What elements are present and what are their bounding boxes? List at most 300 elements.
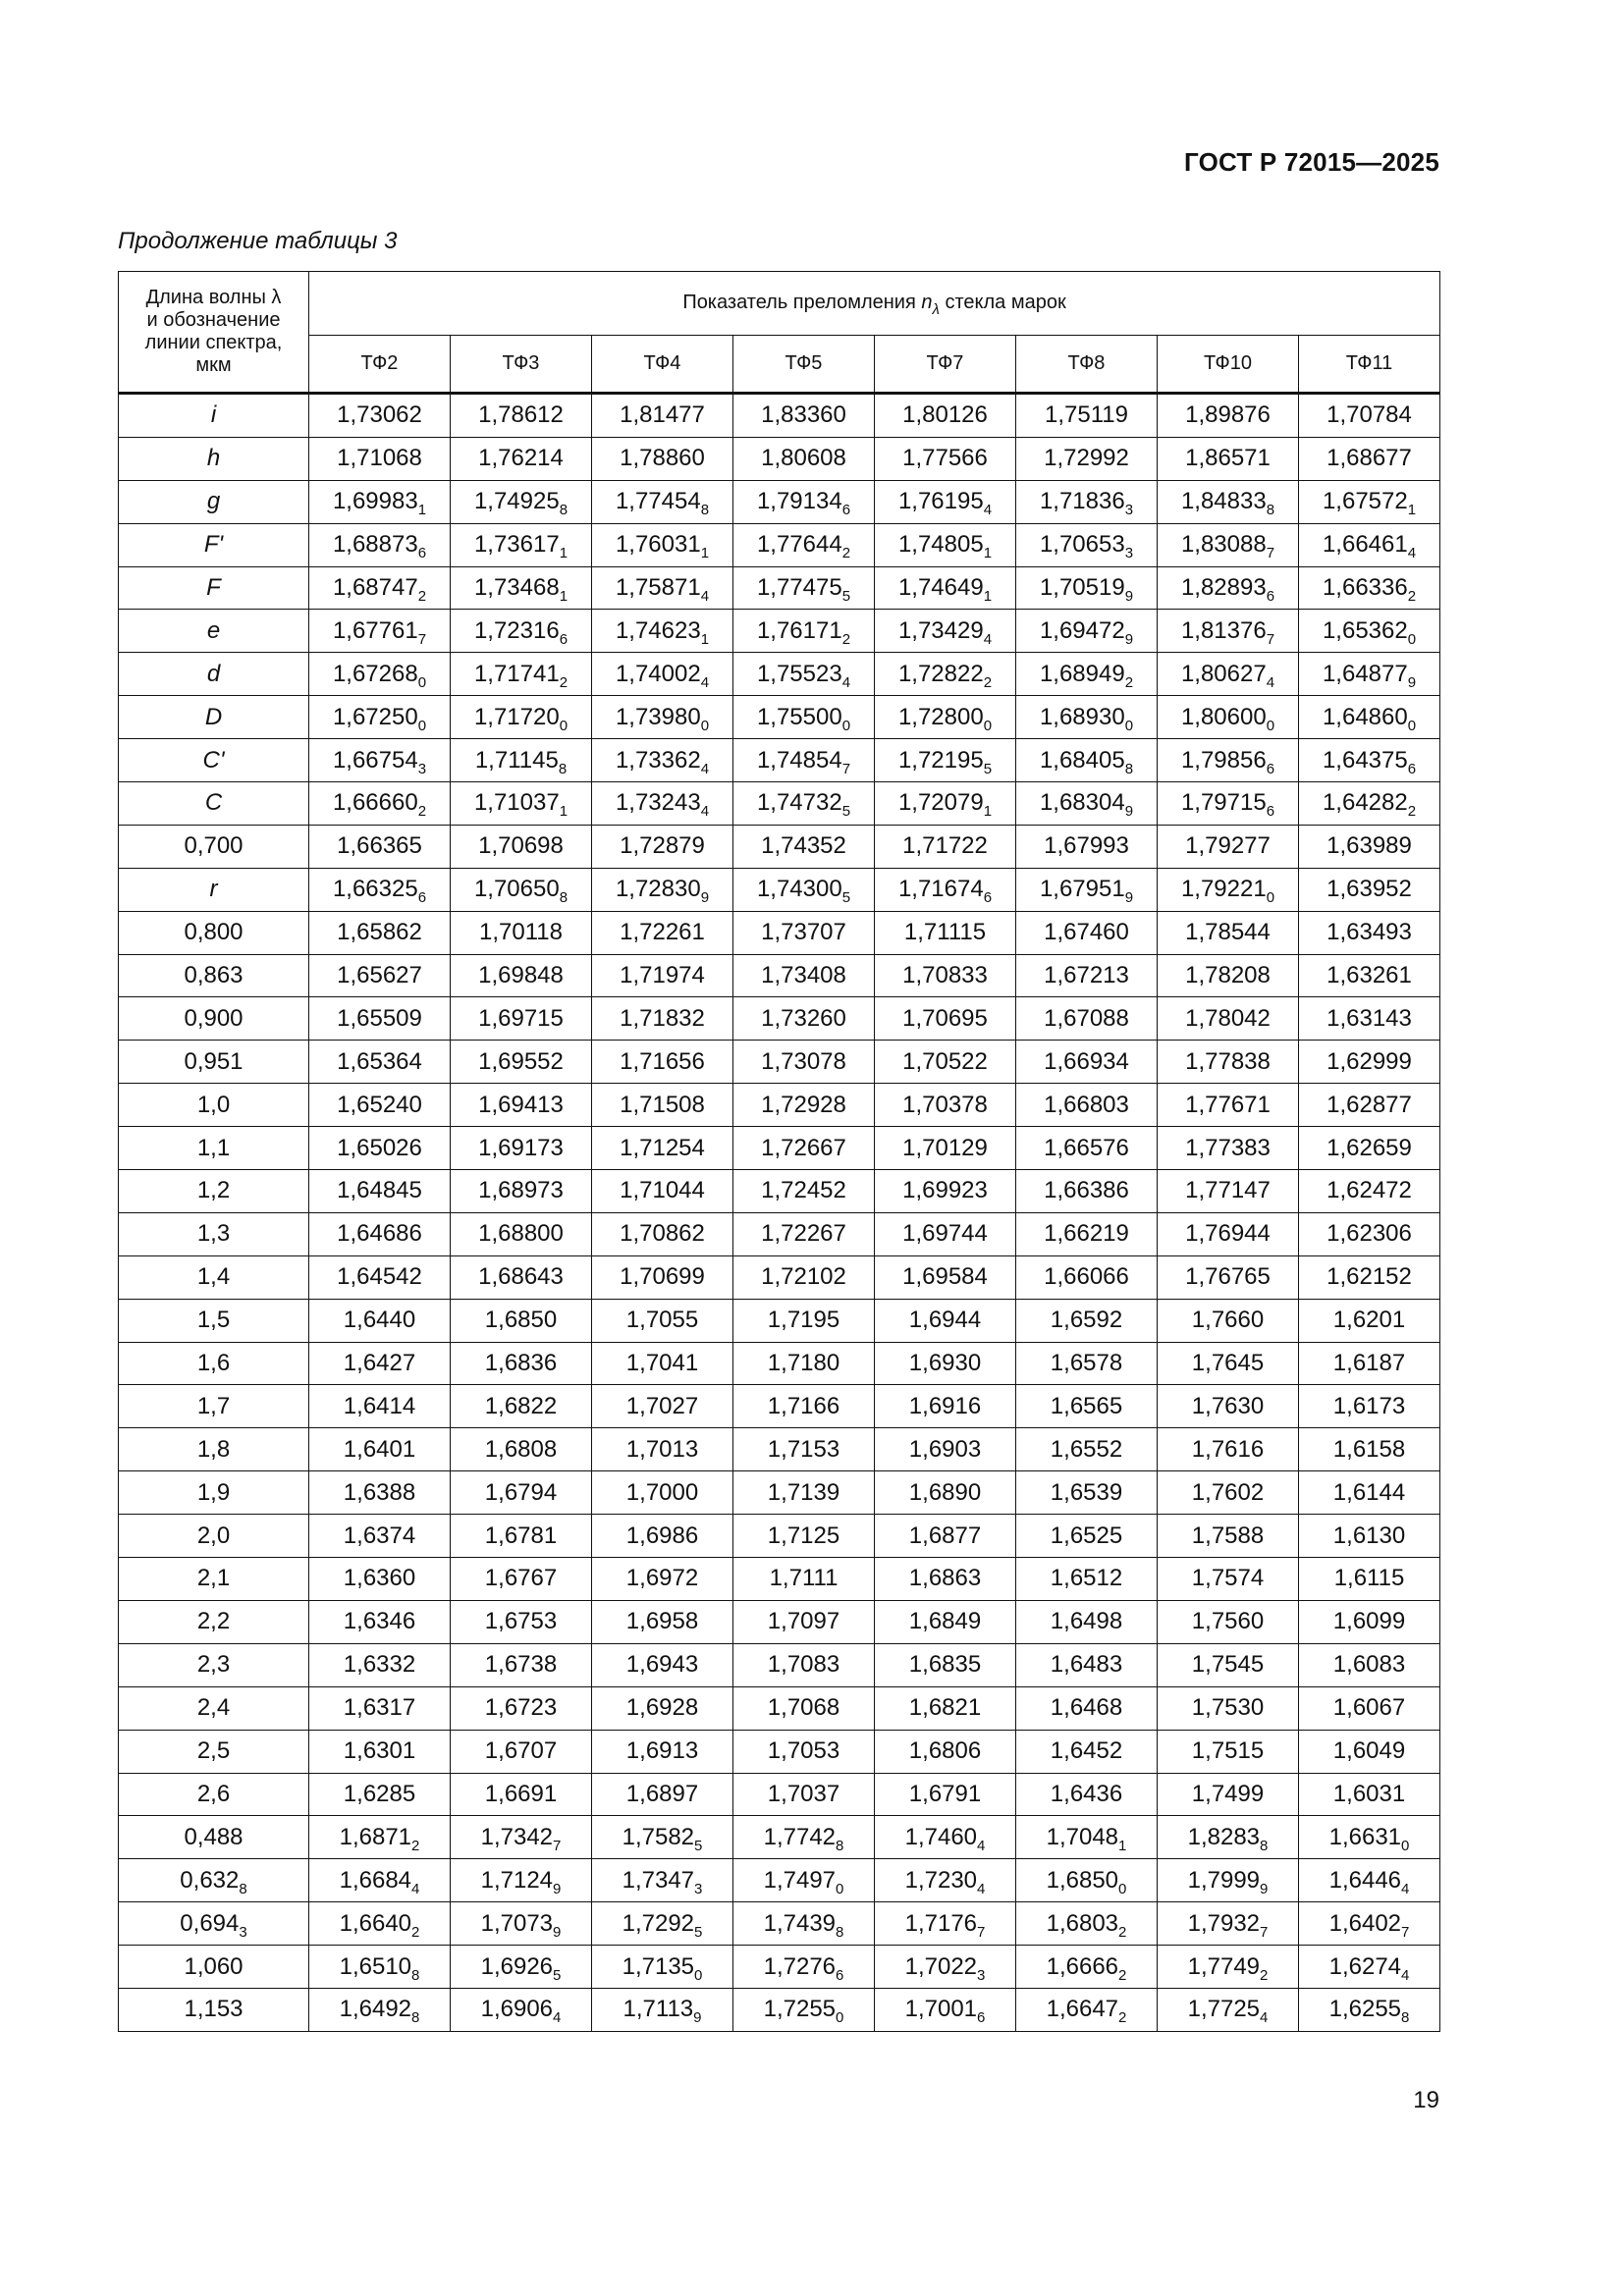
- refractive-index-cell: $1,79221_0$: [1158, 868, 1299, 911]
- refractive-index-cell: 1,83360: [733, 394, 875, 438]
- refractive-index-cell: 1,6806: [875, 1730, 1016, 1773]
- refractive-index-cell: 1,72928: [733, 1084, 875, 1127]
- refractive-index-cell: $1,7725_4$: [1158, 1988, 1299, 2031]
- refractive-index-cell: 1,72261: [592, 911, 733, 954]
- refractive-index-cell: $1,8283_8$: [1158, 1816, 1299, 1859]
- table-row: [119, 1299, 1440, 1342]
- wavelength-cell: 2,4: [119, 1686, 309, 1730]
- refractive-index-cell: 1,75119: [1016, 394, 1158, 438]
- refractive-index-cell: 1,6781: [451, 1515, 592, 1558]
- refractive-index-cell: $1,7460_4$: [875, 1816, 1016, 1859]
- refractive-index-cell: 1,6301: [309, 1730, 451, 1773]
- refractive-index-cell: 1,77147: [1158, 1170, 1299, 1213]
- wavelength-cell: 1,8: [119, 1428, 309, 1471]
- refractive-index-cell: $1,7230_4$: [875, 1859, 1016, 1902]
- wavelength-cell: 0,863: [119, 954, 309, 997]
- refractive-index-cell: $1,6803_2$: [1016, 1902, 1158, 1946]
- refractive-index-cell: $1,7292_5$: [592, 1902, 733, 1946]
- refractive-index-cell: $1,69472_9$: [1016, 610, 1158, 653]
- wavelength-cell: D: [119, 696, 309, 739]
- refractive-index-cell: 1,65364: [309, 1041, 451, 1084]
- refractive-index-cell: 1,69848: [451, 954, 592, 997]
- refractive-index-cell: 1,6903: [875, 1428, 1016, 1471]
- refractive-index-cell: 1,76765: [1158, 1255, 1299, 1299]
- refractive-index-cell: $1,73362_4$: [592, 739, 733, 782]
- wavelength-cell: 1,5: [119, 1299, 309, 1342]
- refractive-index-cell: $1,84833_8$: [1158, 480, 1299, 523]
- refractive-index-cell: 1,6753: [451, 1600, 592, 1643]
- refractive-index-cell: $1,6255_8$: [1299, 1988, 1440, 2031]
- refractive-index-cell: 1,70129: [875, 1127, 1016, 1170]
- refractive-index-cell: 1,6565: [1016, 1385, 1158, 1428]
- refractive-index-cell: 1,6578: [1016, 1342, 1158, 1385]
- refractive-index-cell: $1,73468_1$: [451, 566, 592, 610]
- refractive-index-cell: 1,6877: [875, 1515, 1016, 1558]
- refractive-index-cell: 1,6067: [1299, 1686, 1440, 1730]
- refractive-index-cell: $1,75523_4$: [733, 653, 875, 696]
- table-row: [119, 954, 1440, 997]
- table-row: [119, 739, 1440, 782]
- refractive-index-cell: 1,77566: [875, 437, 1016, 480]
- refractive-index-cell: $1,73243_4$: [592, 782, 733, 826]
- refractive-index-cell: 1,80126: [875, 394, 1016, 438]
- refractive-index-cell: 1,6099: [1299, 1600, 1440, 1643]
- refractive-index-cell: 1,69584: [875, 1255, 1016, 1299]
- refractive-index-cell: $1,64860_0$: [1299, 696, 1440, 739]
- refractive-index-cell: 1,7139: [733, 1471, 875, 1515]
- refractive-index-cell: $1,66336_2$: [1299, 566, 1440, 610]
- wavelength-cell: 2,2: [119, 1600, 309, 1643]
- table-row: [119, 480, 1440, 523]
- wavelength-cell: 0,951: [119, 1041, 309, 1084]
- page-number: 19: [1413, 2087, 1439, 2113]
- refractive-index-cell: 1,6943: [592, 1643, 733, 1686]
- glass-grade-header: ТФ8: [1016, 335, 1158, 393]
- refractive-index-cell: 1,69413: [451, 1084, 592, 1127]
- refractive-index-cell: 1,6130: [1299, 1515, 1440, 1558]
- refractive-index-cell: $1,80627_4$: [1158, 653, 1299, 696]
- glass-grade-header: ТФ4: [592, 335, 733, 393]
- refractive-index-cell: 1,76214: [451, 437, 592, 480]
- refractive-index-cell: 1,62152: [1299, 1255, 1440, 1299]
- refractive-index-cell: $1,6492_8$: [309, 1988, 451, 2031]
- refractive-index-cell: $1,67250_0$: [309, 696, 451, 739]
- wavelength-column-header: [119, 272, 309, 394]
- table-row: [119, 1385, 1440, 1428]
- refractive-index-cell: 1,67460: [1016, 911, 1158, 954]
- refractive-index-cell: 1,78612: [451, 394, 592, 438]
- refractive-index-cell: 1,70378: [875, 1084, 1016, 1127]
- refractive-index-cell: $1,6446_4$: [1299, 1859, 1440, 1902]
- refractive-index-cell: 1,62877: [1299, 1084, 1440, 1127]
- refractive-index-cell: 1,78042: [1158, 997, 1299, 1041]
- refractive-index-cell: $1,7342_7$: [451, 1816, 592, 1859]
- refractive-index-cell: $1,7276_6$: [733, 1946, 875, 1989]
- refractive-index-cell: $1,76171_2$: [733, 610, 875, 653]
- refractive-index-cell: 1,66386: [1016, 1170, 1158, 1213]
- wavelength-cell: i: [119, 394, 309, 438]
- refractive-index-cell: 1,7166: [733, 1385, 875, 1428]
- wavelength-cell: 0,700: [119, 825, 309, 868]
- refractive-index-cell: 1,69552: [451, 1041, 592, 1084]
- refractive-index-cell: 1,70522: [875, 1041, 1016, 1084]
- refractive-index-cell: 1,67993: [1016, 825, 1158, 868]
- refractive-index-cell: $1,68304_9$: [1016, 782, 1158, 826]
- corner-header-line: мкм: [195, 354, 232, 376]
- refractive-index-cell: $1,74002_4$: [592, 653, 733, 696]
- refractive-index-cell: 1,6512: [1016, 1558, 1158, 1601]
- refractive-index-cell: 1,70698: [451, 825, 592, 868]
- refractive-index-cell: 1,7560: [1158, 1600, 1299, 1643]
- refractive-index-cell: $1,6871_2$: [309, 1816, 451, 1859]
- refractive-index-cell: 1,69923: [875, 1170, 1016, 1213]
- refractive-index-cell: $1,7749_2$: [1158, 1946, 1299, 1989]
- refractive-index-cell: $1,81376_7$: [1158, 610, 1299, 653]
- table-row: [119, 997, 1440, 1041]
- refractive-index-cell: 1,6836: [451, 1342, 592, 1385]
- wavelength-cell: g: [119, 480, 309, 523]
- refractive-index-cell: 1,7602: [1158, 1471, 1299, 1515]
- refractive-index-cell: 1,74352: [733, 825, 875, 868]
- refractive-index-cell: $1,73429_4$: [875, 610, 1016, 653]
- refractive-index-cell: 1,7180: [733, 1342, 875, 1385]
- refractive-index-cell: 1,6930: [875, 1342, 1016, 1385]
- refractive-index-cell: $1,70653_3$: [1016, 523, 1158, 566]
- refractive-index-cell: $1,76195_4$: [875, 480, 1016, 523]
- refractive-index-cell: $1,74300_5$: [733, 868, 875, 911]
- refractive-index-cell: $1,83088_7$: [1158, 523, 1299, 566]
- refractive-index-cell: $1,69983_1$: [309, 480, 451, 523]
- table-row: [119, 1816, 1440, 1859]
- wavelength-cell: 2,1: [119, 1558, 309, 1601]
- refractive-index-cell: $1,77644_2$: [733, 523, 875, 566]
- refractive-index-cell: $1,7001_6$: [875, 1988, 1016, 2031]
- glass-grade-header: ТФ2: [309, 335, 451, 393]
- refractive-index-cell: 1,80608: [733, 437, 875, 480]
- wavelength-cell: 1,2: [119, 1170, 309, 1213]
- refractive-index-cell: $1,64282_2$: [1299, 782, 1440, 826]
- refractive-index-cell: 1,6317: [309, 1686, 451, 1730]
- refractive-index-cell: 1,7660: [1158, 1299, 1299, 1342]
- refractive-index-cell: 1,70699: [592, 1255, 733, 1299]
- refractive-index-cell: 1,7037: [733, 1773, 875, 1816]
- refractive-index-cell: 1,71974: [592, 954, 733, 997]
- refractive-index-cell: 1,7195: [733, 1299, 875, 1342]
- table-row: [119, 394, 1440, 438]
- refractive-index-cell: 1,72992: [1016, 437, 1158, 480]
- refractive-index-cell: 1,6986: [592, 1515, 733, 1558]
- refractive-index-cell: 1,7515: [1158, 1730, 1299, 1773]
- refractive-index-cell: $1,79715_6$: [1158, 782, 1299, 826]
- refractive-index-cell: $1,68873_6$: [309, 523, 451, 566]
- refractive-index-cell: 1,6767: [451, 1558, 592, 1601]
- refractive-index-cell: 1,70784: [1299, 394, 1440, 438]
- refractive-index-cell: 1,7097: [733, 1600, 875, 1643]
- refractive-index-cell: 1,66066: [1016, 1255, 1158, 1299]
- refractive-index-cell: $1,66660_2$: [309, 782, 451, 826]
- table-row: [119, 1686, 1440, 1730]
- table-row: [119, 437, 1440, 480]
- refractive-index-cell: $1,71741_2$: [451, 653, 592, 696]
- refractive-index-cell: 1,86571: [1158, 437, 1299, 480]
- refractive-index-cell: $1,68949_2$: [1016, 653, 1158, 696]
- refractive-index-cell: $1,6274_4$: [1299, 1946, 1440, 1989]
- refractive-index-cell: 1,6498: [1016, 1600, 1158, 1643]
- table-row: [119, 1988, 1440, 2031]
- refractive-index-cell: $1,72316_6$: [451, 610, 592, 653]
- refractive-index-cell: 1,6928: [592, 1686, 733, 1730]
- refractive-index-cell: 1,77383: [1158, 1127, 1299, 1170]
- glass-grade-header: ТФ10: [1158, 335, 1299, 393]
- wavelength-cell: 2,3: [119, 1643, 309, 1686]
- refractive-index-cell: 1,6835: [875, 1643, 1016, 1686]
- refractive-index-cell: $1,66325_6$: [309, 868, 451, 911]
- refractive-index-cell: $1,68747_2$: [309, 566, 451, 610]
- refractive-index-cell: $1,7932_7$: [1158, 1902, 1299, 1946]
- refractive-index-cell: $1,7582_5$: [592, 1816, 733, 1859]
- refractive-index-cell: 1,76944: [1158, 1212, 1299, 1255]
- refractive-index-cell: $1,6640_2$: [309, 1902, 451, 1946]
- refractive-index-cell: 1,71044: [592, 1170, 733, 1213]
- refractive-index-cell: 1,6863: [875, 1558, 1016, 1601]
- refractive-index-cell: 1,6897: [592, 1773, 733, 1816]
- refractive-index-cell: 1,73408: [733, 954, 875, 997]
- refractive-index-cell: $1,74623_1$: [592, 610, 733, 653]
- refractive-index-cell: $1,74649_1$: [875, 566, 1016, 610]
- refractive-index-cell: $1,7124_9$: [451, 1859, 592, 1902]
- span-header-before: Показатель преломления: [682, 292, 922, 314]
- refractive-index-cell: 1,72452: [733, 1170, 875, 1213]
- table-caption: Продолжение таблицы 3: [118, 228, 398, 254]
- refractive-index-cell: $1,6402_7$: [1299, 1902, 1440, 1946]
- refractive-index-cell: 1,6158: [1299, 1428, 1440, 1471]
- glass-grade-header: ТФ7: [875, 335, 1016, 393]
- wavelength-cell: C: [119, 782, 309, 826]
- refractive-index-cell: 1,69744: [875, 1212, 1016, 1255]
- refractive-index-cell: $1,71674_6$: [875, 868, 1016, 911]
- table-row: [119, 1170, 1440, 1213]
- refractive-index-cell: $1,70519_9$: [1016, 566, 1158, 610]
- table-row: [119, 1255, 1440, 1299]
- refractive-index-cell: 1,7645: [1158, 1342, 1299, 1385]
- refractive-index-cell: $1,75871_4$: [592, 566, 733, 610]
- refractive-index-cell: 1,72102: [733, 1255, 875, 1299]
- refractive-index-cell: $1,67761_7$: [309, 610, 451, 653]
- refractive-index-cell: 1,71508: [592, 1084, 733, 1127]
- wavelength-cell: 1,0: [119, 1084, 309, 1127]
- refractive-index-cell: $1,7255_0$: [733, 1988, 875, 2031]
- refractive-index-cell: 1,6201: [1299, 1299, 1440, 1342]
- refractive-index-cell: 1,6794: [451, 1471, 592, 1515]
- refractive-index-cell: 1,7027: [592, 1385, 733, 1428]
- table-row: [119, 653, 1440, 696]
- wavelength-cell: 1,060: [119, 1946, 309, 1989]
- wavelength-cell: $0,632_8$: [119, 1859, 309, 1902]
- refractive-index-cell: 1,63143: [1299, 997, 1440, 1041]
- refractive-index-cell: 1,6483: [1016, 1643, 1158, 1686]
- refractive-index-cell: 1,71115: [875, 911, 1016, 954]
- refractive-index-cell: 1,6332: [309, 1643, 451, 1686]
- refractive-index-cell: $1,6684_4$: [309, 1859, 451, 1902]
- refractive-index-cell: 1,67088: [1016, 997, 1158, 1041]
- refractive-index-cell: 1,6821: [875, 1686, 1016, 1730]
- wavelength-cell: 1,9: [119, 1471, 309, 1515]
- span-header-after: стекла марок: [939, 292, 1066, 314]
- refractive-index-cell: 1,63952: [1299, 868, 1440, 911]
- refractive-index-cell: 1,71068: [309, 437, 451, 480]
- refractive-index-cell: 1,72879: [592, 825, 733, 868]
- refractive-index-cell: $1,7999_9$: [1158, 1859, 1299, 1902]
- refractive-index-cell: $1,68405_8$: [1016, 739, 1158, 782]
- refractive-index-cell: 1,63261: [1299, 954, 1440, 997]
- refractive-index-cell: $1,72079_1$: [875, 782, 1016, 826]
- refractive-index-cell: 1,64686: [309, 1212, 451, 1255]
- table-row: [119, 868, 1440, 911]
- refractive-index-cell: 1,6346: [309, 1600, 451, 1643]
- refractive-index-cell: 1,73078: [733, 1041, 875, 1084]
- wavelength-cell: 2,6: [119, 1773, 309, 1816]
- wavelength-cell: 1,6: [119, 1342, 309, 1385]
- refractive-index-cell: $1,72830_9$: [592, 868, 733, 911]
- refractive-index-cell: $1,7176_7$: [875, 1902, 1016, 1946]
- wavelength-cell: h: [119, 437, 309, 480]
- refractive-index-cell: $1,7497_0$: [733, 1859, 875, 1902]
- refractive-index-cell: 1,6360: [309, 1558, 451, 1601]
- refractive-index-cell: 1,63493: [1299, 911, 1440, 954]
- refractive-index-cell: $1,7742_8$: [733, 1816, 875, 1859]
- refractive-index-cell: $1,70650_8$: [451, 868, 592, 911]
- refractive-index-cell: $1,74732_5$: [733, 782, 875, 826]
- refractive-index-cell: 1,7013: [592, 1428, 733, 1471]
- refractive-index-cell: 1,67213: [1016, 954, 1158, 997]
- refractive-index-cell: 1,7055: [592, 1299, 733, 1342]
- wavelength-cell: 0,900: [119, 997, 309, 1041]
- refractive-index-cell: 1,6958: [592, 1600, 733, 1643]
- refractive-index-cell: $1,7135_0$: [592, 1946, 733, 1989]
- table-row: [119, 1558, 1440, 1601]
- standard-designation: ГОСТ Р 72015—2025: [1184, 147, 1439, 177]
- refractive-index-cell: $1,68930_0$: [1016, 696, 1158, 739]
- wavelength-cell: 1,1: [119, 1127, 309, 1170]
- refractive-index-cell: $1,74805_1$: [875, 523, 1016, 566]
- refractive-index-cell: 1,63989: [1299, 825, 1440, 868]
- table-row: [119, 566, 1440, 610]
- refractive-index-cell: $1,79856_6$: [1158, 739, 1299, 782]
- refractive-index-cell: 1,70833: [875, 954, 1016, 997]
- refractive-index-cell: $1,79134_6$: [733, 480, 875, 523]
- table-row: [119, 1428, 1440, 1471]
- table-row: [119, 825, 1440, 868]
- refractive-index-cell: 1,73062: [309, 394, 451, 438]
- refractive-index-cell: 1,65240: [309, 1084, 451, 1127]
- refractive-index-cell: 1,69173: [451, 1127, 592, 1170]
- refractive-index-cell: 1,6916: [875, 1385, 1016, 1428]
- refractive-index-cell: 1,71722: [875, 825, 1016, 868]
- refractive-index-cell: 1,6972: [592, 1558, 733, 1601]
- refractive-index-cell: 1,62306: [1299, 1212, 1440, 1255]
- refractive-index-cell: 1,6691: [451, 1773, 592, 1816]
- refractive-index-cell: 1,6285: [309, 1773, 451, 1816]
- table-row: [119, 1643, 1440, 1686]
- glass-grade-header: ТФ11: [1299, 335, 1440, 393]
- refractive-index-cell: $1,75500_0$: [733, 696, 875, 739]
- refractive-index-cell: 1,66219: [1016, 1212, 1158, 1255]
- refractive-index-cell: 1,70695: [875, 997, 1016, 1041]
- wavelength-cell: r: [119, 868, 309, 911]
- refractive-index-cell: 1,6388: [309, 1471, 451, 1515]
- wavelength-cell: F: [119, 566, 309, 610]
- refractive-index-cell: $1,73617_1$: [451, 523, 592, 566]
- refractive-index-cell: 1,6808: [451, 1428, 592, 1471]
- wavelength-cell: e: [119, 610, 309, 653]
- refractive-index-cell: 1,62659: [1299, 1127, 1440, 1170]
- refractive-index-cell: 1,6173: [1299, 1385, 1440, 1428]
- refractive-index-cell: 1,65627: [309, 954, 451, 997]
- refractive-index-cell: $1,6906_4$: [451, 1988, 592, 2031]
- refractive-index-cell: 1,6913: [592, 1730, 733, 1773]
- refractive-index-cell: 1,6452: [1016, 1730, 1158, 1773]
- refractive-index-cell: 1,7041: [592, 1342, 733, 1385]
- refractive-index-cell: $1,64375_6$: [1299, 739, 1440, 782]
- refractive-index-cell: 1,6539: [1016, 1471, 1158, 1515]
- table-row: [119, 1041, 1440, 1084]
- refractive-index-cell: 1,7053: [733, 1730, 875, 1773]
- refractive-index-cell: 1,89876: [1158, 394, 1299, 438]
- table-row: [119, 1902, 1440, 1946]
- refractive-index-cell: 1,68800: [451, 1212, 592, 1255]
- refractive-index-table: [118, 271, 1440, 2032]
- refractive-index-cell: 1,66365: [309, 825, 451, 868]
- corner-header-line: и обозначение: [146, 309, 281, 331]
- wavelength-cell: $0,694_3$: [119, 1902, 309, 1946]
- refractive-index-cell: $1,73980_0$: [592, 696, 733, 739]
- refractive-index-cell: $1,77454_8$: [592, 480, 733, 523]
- table-row: [119, 1471, 1440, 1515]
- refractive-index-cell: $1,82893_6$: [1158, 566, 1299, 610]
- n-lambda-symbol: $n_\lambda$: [921, 292, 940, 319]
- refractive-index-cell: 1,68973: [451, 1170, 592, 1213]
- refractive-index-cell: 1,66803: [1016, 1084, 1158, 1127]
- refractive-index-cell: 1,6850: [451, 1299, 592, 1342]
- refractive-index-cell: $1,64877_9$: [1299, 653, 1440, 696]
- table-row: [119, 1859, 1440, 1902]
- refractive-index-group-header: [309, 272, 1440, 336]
- refractive-index-cell: 1,6890: [875, 1471, 1016, 1515]
- refractive-index-cell: 1,6592: [1016, 1299, 1158, 1342]
- table-row: [119, 782, 1440, 826]
- refractive-index-cell: 1,72667: [733, 1127, 875, 1170]
- refractive-index-cell: 1,65026: [309, 1127, 451, 1170]
- refractive-index-cell: 1,6944: [875, 1299, 1016, 1342]
- refractive-index-cell: 1,7499: [1158, 1773, 1299, 1816]
- refractive-index-cell: 1,7068: [733, 1686, 875, 1730]
- refractive-index-cell: 1,73707: [733, 911, 875, 954]
- refractive-index-cell: 1,6083: [1299, 1643, 1440, 1686]
- wavelength-cell: 1,7: [119, 1385, 309, 1428]
- refractive-index-cell: 1,69715: [451, 997, 592, 1041]
- refractive-index-cell: $1,66754_3$: [309, 739, 451, 782]
- refractive-index-cell: 1,66576: [1016, 1127, 1158, 1170]
- refractive-index-cell: 1,62999: [1299, 1041, 1440, 1084]
- wavelength-cell: 1,4: [119, 1255, 309, 1299]
- refractive-index-cell: 1,7530: [1158, 1686, 1299, 1730]
- refractive-index-cell: 1,65509: [309, 997, 451, 1041]
- refractive-index-cell: 1,78860: [592, 437, 733, 480]
- refractive-index-cell: 1,78208: [1158, 954, 1299, 997]
- table-row: [119, 911, 1440, 954]
- refractive-index-cell: 1,79277: [1158, 825, 1299, 868]
- refractive-index-cell: 1,6049: [1299, 1730, 1440, 1773]
